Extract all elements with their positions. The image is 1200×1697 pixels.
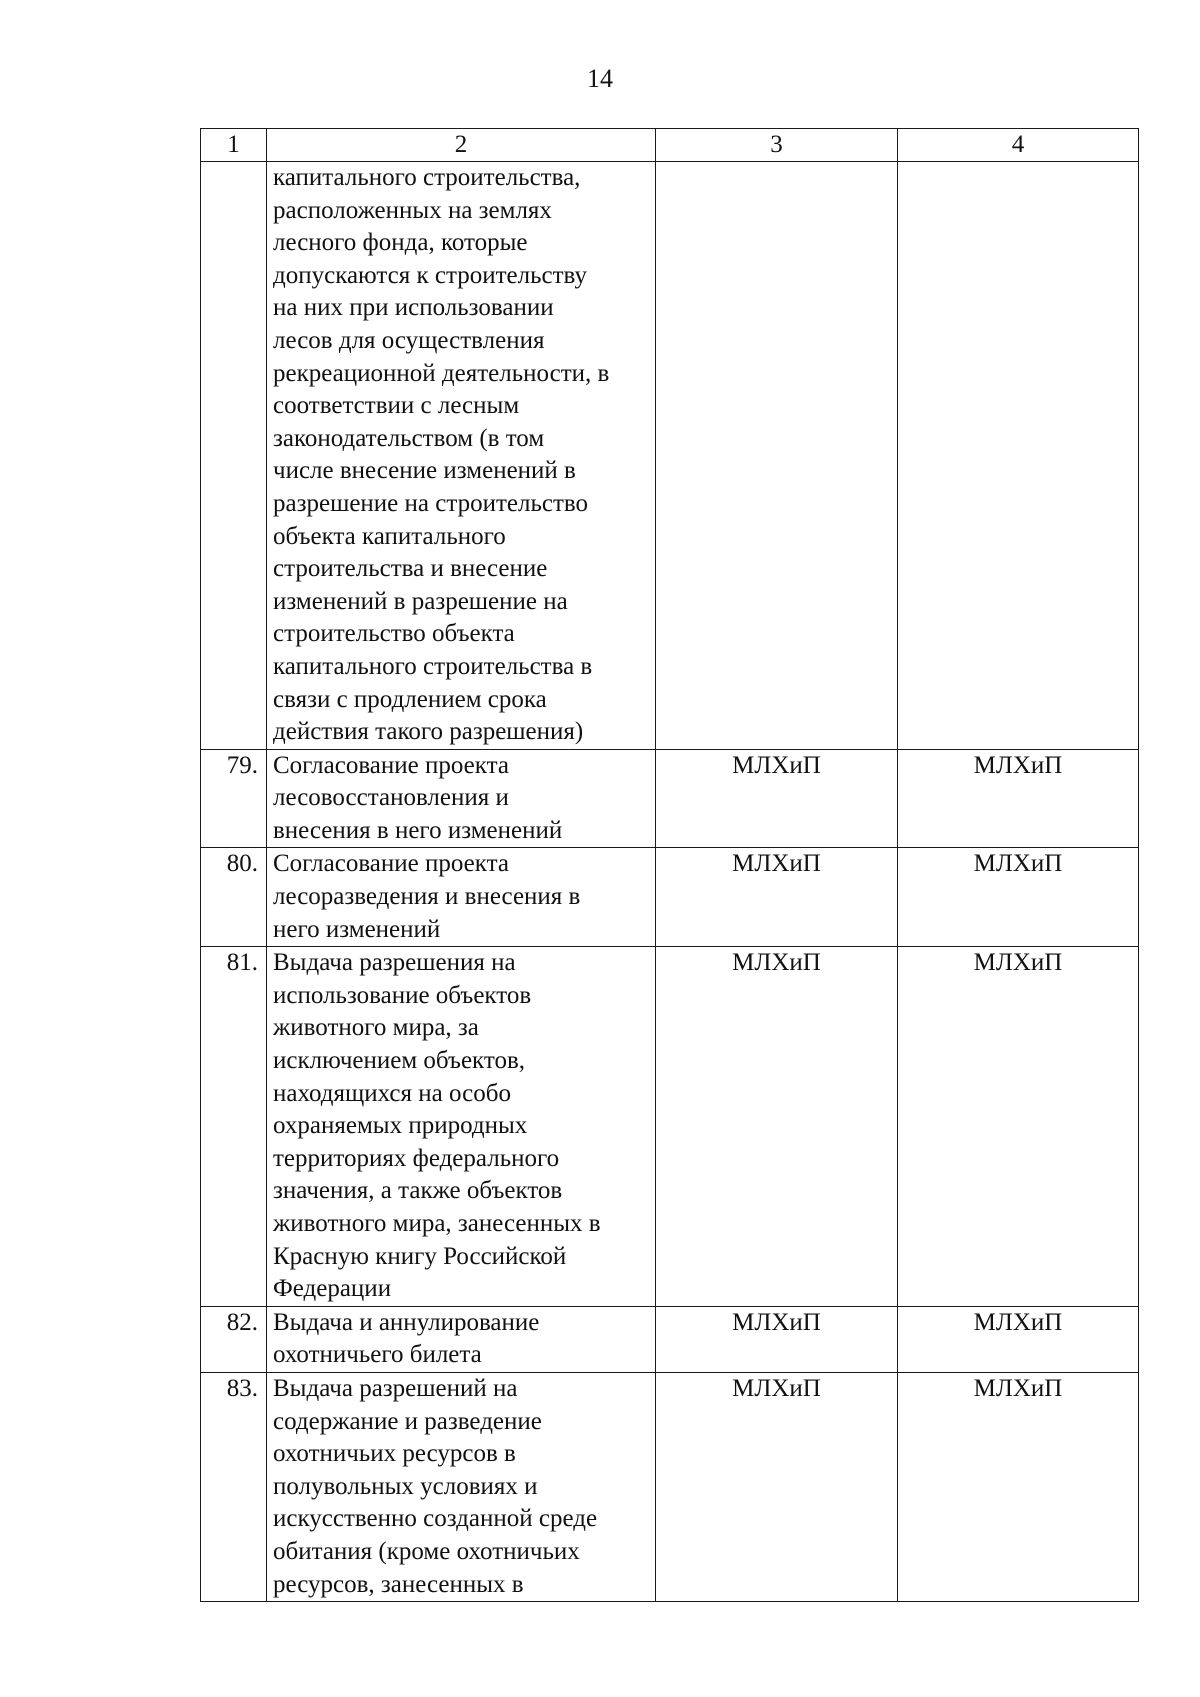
description-line: объекта капитального: [273, 522, 506, 550]
description-line: Выдача разрешений на: [273, 1374, 518, 1402]
authority-col-4: МЛХиП: [898, 848, 1139, 947]
description-line: охотничьего билета: [273, 1341, 482, 1369]
row-number: 79.: [201, 749, 267, 848]
description-line: на них при использовании: [273, 294, 554, 322]
description-line: соответствии с лесным: [273, 392, 520, 420]
description-line: лесного фонда, которые: [273, 229, 528, 257]
service-description: [267, 947, 656, 1307]
header-col-1: 1: [201, 129, 267, 162]
page-number: 14: [587, 64, 613, 93]
table-row: [201, 162, 1139, 750]
service-description: [267, 162, 656, 750]
authority-col-4: МЛХиП: [898, 1372, 1139, 1601]
authority-col-3: МЛХиП: [656, 749, 898, 848]
description-line: Федерации: [273, 1275, 392, 1303]
description-line: допускаются к строительству: [273, 261, 587, 289]
services-table: [200, 128, 1139, 1602]
description-line: законодательством (в том: [273, 424, 545, 452]
description-line: охотничьих ресурсов в: [273, 1440, 516, 1468]
row-number: 81.: [201, 947, 267, 1307]
authority-col-3: МЛХиП: [656, 848, 898, 947]
description-line: Красную книгу Российской: [273, 1242, 567, 1270]
description-line: Выдача разрешения на: [273, 949, 516, 977]
description-line: строительства и внесение: [273, 555, 548, 583]
description-line: числе внесение изменений в: [273, 457, 576, 485]
description-line: Согласование проекта: [273, 751, 509, 779]
description-line: искусственно созданной среде: [273, 1505, 598, 1533]
description-line: капитального строительства,: [273, 164, 581, 191]
service-description: [267, 1372, 656, 1601]
description-line: животного мира, занесенных в: [273, 1210, 601, 1237]
table-row: [201, 848, 1139, 947]
description-line: действия такого разрешения): [273, 718, 584, 746]
authority-col-3: МЛХиП: [656, 947, 898, 1307]
description-line: связи с продлением срока: [273, 685, 547, 713]
authority-col-4: МЛХиП: [898, 947, 1139, 1307]
table-row: [201, 749, 1139, 848]
table-row: [201, 947, 1139, 1307]
row-number: 83.: [201, 1372, 267, 1601]
description-line: строительство объекта: [273, 620, 515, 648]
description-line: рекреационной деятельности, в: [273, 359, 610, 387]
description-line: разрешение на строительство: [273, 489, 589, 517]
description-line: изменений в разрешение на: [273, 587, 568, 615]
description-line: расположенных на землях: [273, 196, 552, 224]
description-line: использование объектов: [273, 981, 532, 1009]
row-number: 80.: [201, 848, 267, 947]
description-line: лесов для осуществления: [273, 326, 545, 354]
description-line: него изменений: [273, 915, 441, 943]
description-line: исключением объектов,: [273, 1047, 526, 1075]
description-line: обитания (кроме охотничьих: [273, 1537, 580, 1565]
row-number: 82.: [201, 1306, 267, 1372]
table-row: [201, 1372, 1139, 1601]
description-line: капитального строительства в: [273, 652, 593, 680]
service-description: [267, 1306, 656, 1372]
description-line: находящихся на особо: [273, 1079, 511, 1107]
description-line: территориях федерального: [273, 1144, 560, 1172]
authority-col-3: МЛХиП: [656, 1372, 898, 1601]
description-line: внесения в него изменений: [273, 816, 563, 844]
description-line: значения, а также объектов: [273, 1177, 563, 1205]
authority-col-3: [656, 162, 898, 750]
table-header-row: [201, 129, 1139, 162]
service-description: [267, 848, 656, 947]
description-line: Согласование проекта: [273, 850, 509, 878]
description-line: животного мира, за: [273, 1014, 479, 1042]
description-line: лесоразведения и внесения в: [273, 883, 581, 911]
description-line: содержание и разведение: [273, 1407, 542, 1435]
table-row: [201, 1306, 1139, 1372]
description-line: ресурсов, занесенных в: [273, 1570, 524, 1598]
authority-col-4: [898, 162, 1139, 750]
header-col-3: 3: [656, 129, 898, 162]
authority-col-4: МЛХиП: [898, 749, 1139, 848]
authority-col-3: МЛХиП: [656, 1306, 898, 1372]
description-line: лесовосстановления и: [273, 784, 509, 812]
row-number: [201, 162, 267, 750]
description-line: Выдача и аннулирование: [273, 1308, 540, 1336]
header-col-2: 2: [267, 129, 656, 162]
header-col-4: 4: [898, 129, 1139, 162]
description-line: охраняемых природных: [273, 1112, 528, 1140]
description-line: полувольных условиях и: [273, 1472, 538, 1500]
authority-col-4: МЛХиП: [898, 1306, 1139, 1372]
service-description: [267, 749, 656, 848]
